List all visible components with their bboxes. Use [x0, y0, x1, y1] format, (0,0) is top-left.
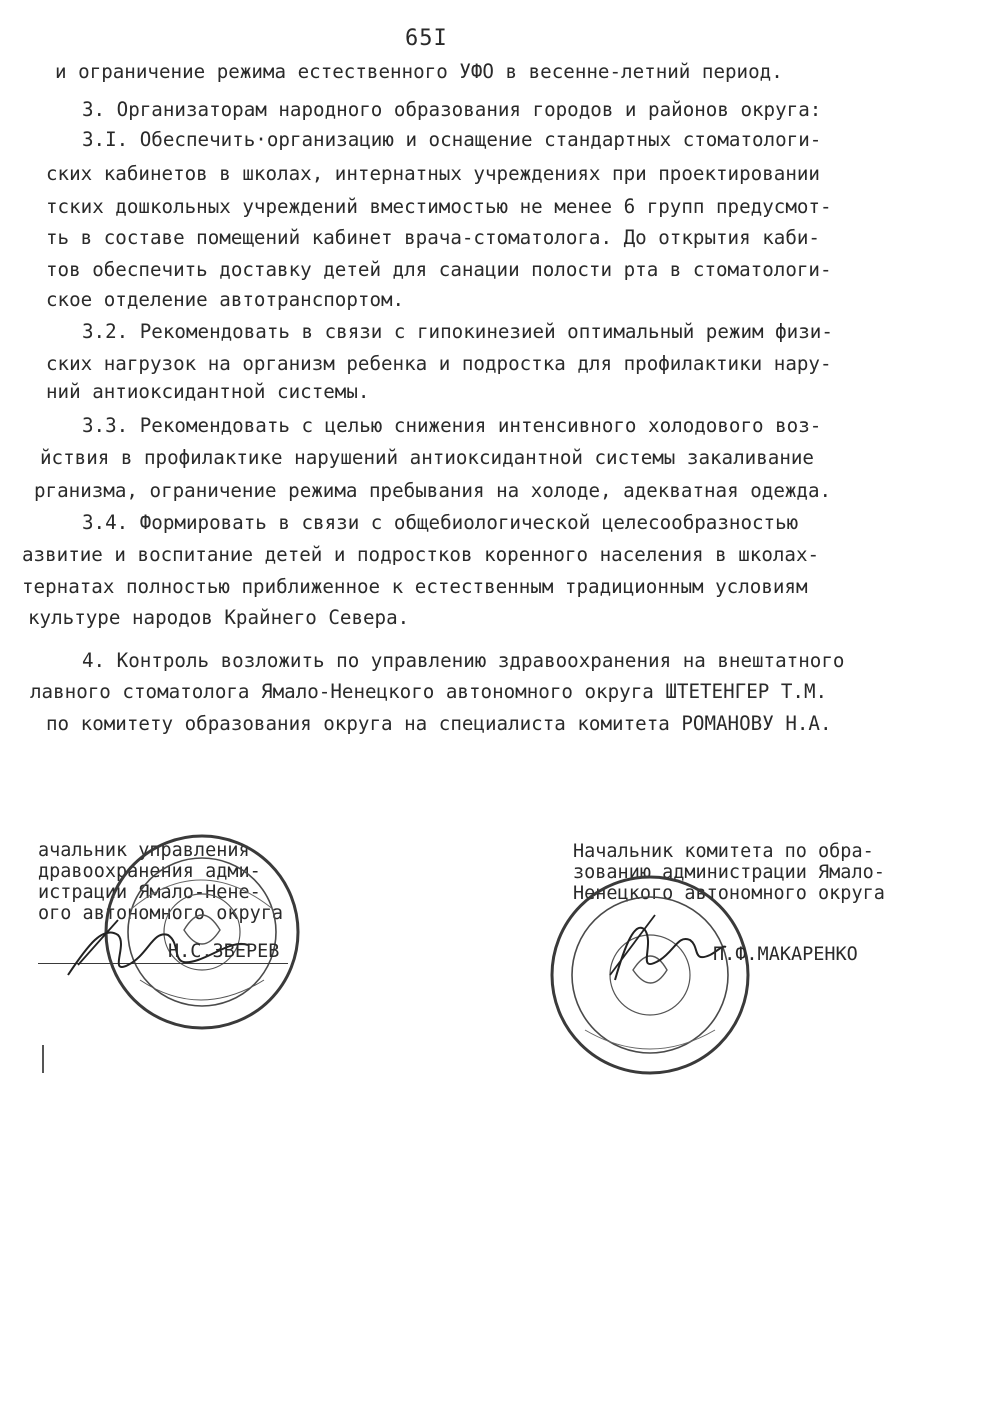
- text-line: 3.I. Обеспечить·организацию и оснащение стандартных стоматологи-: [82, 128, 822, 151]
- text-line: культуре народов Крайнего Севера.: [28, 606, 410, 629]
- text-line: тских дошкольных учреждений вместимостью не менее 6 групп предусмот-: [46, 195, 832, 218]
- left-signatory-title-line: ого автономного округа: [38, 903, 284, 924]
- right-handwritten-signature: [600, 905, 730, 995]
- text-line: 3.4. Формировать в связи с общебиологической целесообразностью: [82, 511, 799, 534]
- text-line: 4. Контроль возложить по управлению здравоохранения на внештатного: [82, 649, 845, 672]
- text-line: ских кабинетов в школах, интернатных учреждениях при проектировании: [46, 162, 820, 185]
- text-line: ний антиоксидантной системы.: [46, 380, 370, 403]
- left-signatory-title-line: истрации Ямало-Нене-: [38, 882, 261, 903]
- text-line: йствия в профилактике нарушений антиоксидантной системы закаливание: [40, 446, 814, 469]
- text-line: 3.2. Рекомендовать в связи с гипокинезией оптимальный режим физи-: [82, 320, 833, 343]
- text-line: по комитету образования округа на специалиста комитета РОМАНОВУ Н.А.: [46, 712, 832, 735]
- text-line: тов обеспечить доставку детей для санации полости рта в стоматологи-: [46, 258, 832, 281]
- text-line: 3.3. Рекомендовать с целью снижения интенсивного холодового воз-: [82, 414, 822, 437]
- left-signatory-title-line: дравоохранения адми-: [38, 861, 261, 882]
- left-signatory-title-line: ачальник управления: [38, 840, 250, 861]
- text-line: тернатах полностью приближенное к естественным традиционным условиям: [22, 575, 808, 598]
- text-line: и ограничение режима естественного УФО в весенне-летний период.: [55, 60, 783, 83]
- page-number: 65I: [405, 26, 448, 51]
- text-line: ть в составе помещений кабинет врача-стоматолога. До открытия каби-: [46, 226, 820, 249]
- left-signatory-name: Н.С.ЗВЕРЕВ: [168, 941, 280, 962]
- right-signatory-title-line: зованию администрации Ямало-: [573, 862, 885, 883]
- section-3-heading: 3. Организаторам народного образования городов и районов округа:: [82, 98, 822, 121]
- text-line: азвитие и воспитание детей и подростков коренного населения в школах-: [22, 543, 820, 566]
- right-signatory-name: П.Ф.МАКАРЕНКО: [713, 944, 858, 965]
- text-line: лавного стоматолога Ямало-Ненецкого автономного округа ШТЕТЕНГЕР Т.М.: [30, 680, 828, 703]
- text-line: ское отделение автотранспортом.: [46, 288, 405, 311]
- right-signatory-title-line: Ненецкого автономного округа: [573, 883, 885, 904]
- scan-edge-mark: [42, 1045, 44, 1073]
- text-line: ских нагрузок на организм ребенка и подростка для профилактики нару-: [46, 352, 832, 375]
- right-signatory-title-line: Начальник комитета по обра-: [573, 841, 874, 862]
- text-line: рганизма, ограничение режима пребывания на холоде, адекватная одежда.: [34, 479, 832, 502]
